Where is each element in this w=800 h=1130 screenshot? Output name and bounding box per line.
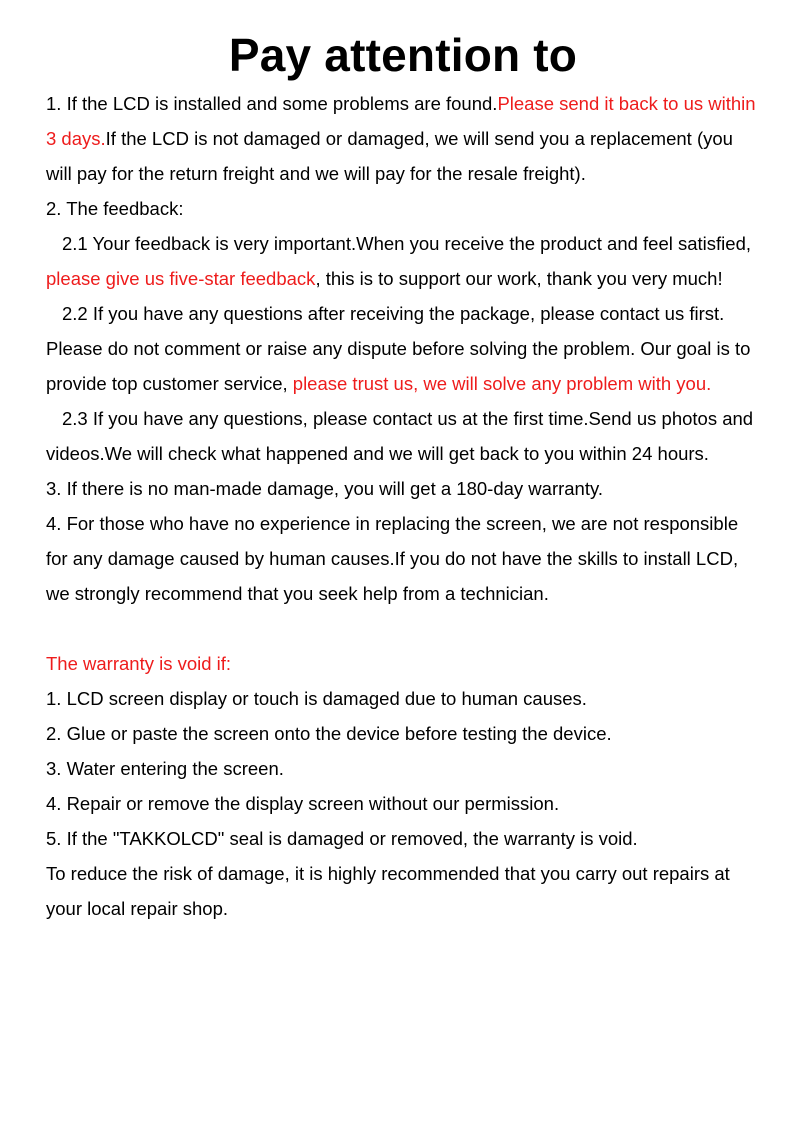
note-item-2-3-text: 2.3 If you have any questions, please contact us at the first time.Send us photos and videos.We will check what happened and we will get back to you within 24 hours. xyxy=(46,408,754,464)
page-title: Pay attention to xyxy=(228,29,578,81)
note-item-2-1-lead: 2.1 Your feedback is very important.When you receive the product and feel satisfied, xyxy=(62,233,752,254)
notice-body xyxy=(46,86,760,926)
note-item-4: 4. For those who have no experience in replacing the screen, we are not responsible for any damage caused by human causes.If you do not have the skills to install LCD, we strongly recommend that you seek help from a technician. xyxy=(46,513,739,604)
note-item-2-2-lead: 2.2 If you have any questions after receiving the package, please contact us first. Please do not comment or raise any dispute before solving the problem. Our goal is to provide top customer service, xyxy=(46,303,751,394)
note-item-1-highlight: Please send it back to us within 3 days. xyxy=(46,93,756,149)
note-item-2-1-tail: , this is to support our work, thank you very much! xyxy=(315,268,723,289)
warranty-item: 2. Glue or paste the screen onto the device before testing the device. xyxy=(46,723,612,744)
note-item-1-lead: 1. If the LCD is installed and some problems are found. xyxy=(46,93,498,114)
note-item-2-2 xyxy=(46,296,760,401)
warranty-item: 5. If the "TAKKOLCD" seal is damaged or removed, the warranty is void. xyxy=(46,828,638,849)
section-spacer xyxy=(46,611,760,646)
warranty-heading: The warranty is void if: xyxy=(46,653,232,674)
warranty-item: 1. LCD screen display or touch is damaged due to human causes. xyxy=(46,688,587,709)
note-item-2-2-highlight: please trust us, we will solve any problem with you. xyxy=(292,373,712,394)
note-item-1 xyxy=(46,86,760,191)
note-item-2-1-highlight: please give us five-star feedback xyxy=(46,268,316,289)
note-item-2-3 xyxy=(46,401,760,471)
warranty-item: 3. Water entering the screen. xyxy=(46,758,284,779)
note-item-2-heading: 2. The feedback: xyxy=(46,198,184,219)
note-item-2-1 xyxy=(46,226,760,296)
warranty-closing: To reduce the risk of damage, it is highly recommended that you carry out repairs at your local repair shop. xyxy=(46,863,730,919)
note-item-1-tail: If the LCD is not damaged or damaged, we will send you a replacement (you will pay for the return freight and we will pay for the resale freight). xyxy=(46,128,733,184)
note-item-3: 3. If there is no man-made damage, you will get a 180-day warranty. xyxy=(46,478,603,499)
warranty-item: 4. Repair or remove the display screen without our permission. xyxy=(46,793,560,814)
